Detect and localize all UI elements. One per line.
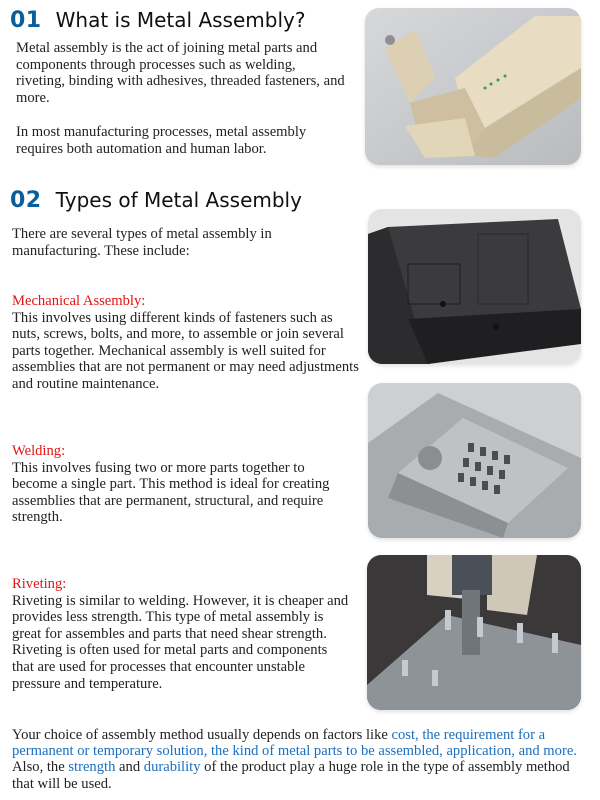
type-welding xyxy=(12,443,352,526)
type-description: This involves fusing two or more parts together to become a single part. This method is ideal for creating assemblies that are permanent, structural, and require strength. xyxy=(12,459,330,526)
type-mechanical-assembly xyxy=(12,293,362,393)
strength-link[interactable]: strength xyxy=(68,759,116,776)
section-heading-02 xyxy=(10,188,302,213)
beige-metal-enclosure-photo xyxy=(365,8,581,165)
section-number: 02 xyxy=(10,188,42,213)
steel-chassis-photo xyxy=(368,383,581,538)
riveting-image xyxy=(367,555,581,710)
conclusion-text: of the product play a huge role in the type of assembly method that will be used. xyxy=(12,759,570,792)
durability-link[interactable]: durability xyxy=(143,759,201,776)
type-description: This involves using different kinds of fasteners such as nuts, screws, bolts, and more, to assemble or join several parts together. Mechanical assembly is well suited for assemblies that are not permanent or may need adjustments and routine maintenance. xyxy=(12,309,359,392)
section-number: 01 xyxy=(10,8,42,33)
chassis-image xyxy=(368,383,581,538)
section-heading-01 xyxy=(10,8,305,33)
metal-box-image xyxy=(368,209,581,364)
type-label: Riveting: xyxy=(12,576,67,592)
type-label: Welding: xyxy=(12,443,66,459)
conclusion-text: Also, the xyxy=(12,759,69,776)
type-description: Riveting is similar to welding. However, it is cheaper and provides less strength. This type of metal assembly is great for assembles and parts that need shear strength. Riveting is often used for metal parts and components that are used for processes that encounter unstable pressure and temperature. xyxy=(12,592,349,692)
section-title: What is Metal Assembly? xyxy=(55,8,306,32)
section1-paragraph1 xyxy=(16,40,346,106)
section-title: Types of Metal Assembly xyxy=(55,188,302,212)
conclusion-text: and xyxy=(115,759,144,776)
conclusion-paragraph xyxy=(12,727,592,792)
type-riveting xyxy=(12,576,352,692)
section1-paragraph2 xyxy=(16,124,346,157)
type-label: Mechanical Assembly: xyxy=(12,293,146,309)
paragraph-text: In most manufacturing processes, metal assembly requires both automation and human labor. xyxy=(16,124,307,157)
paragraph-text: Metal assembly is the act of joining metal parts and components through processes such as welding, riveting, binding with adhesives, threaded fasteners, and more. xyxy=(16,40,345,106)
paragraph-text: There are several types of metal assembly in manufacturing. These include: xyxy=(12,226,272,259)
riveting-tool-photo xyxy=(367,555,581,710)
factors-link[interactable]: cost, the requirement for a permanent or temporary solution, the kind of metal parts to be assembled, application, and more. xyxy=(12,727,577,760)
enclosure-image xyxy=(365,8,581,165)
black-metal-box-photo xyxy=(368,209,581,364)
section2-intro xyxy=(12,226,342,259)
conclusion-text: Your choice of assembly method usually depends on factors like xyxy=(12,727,392,743)
